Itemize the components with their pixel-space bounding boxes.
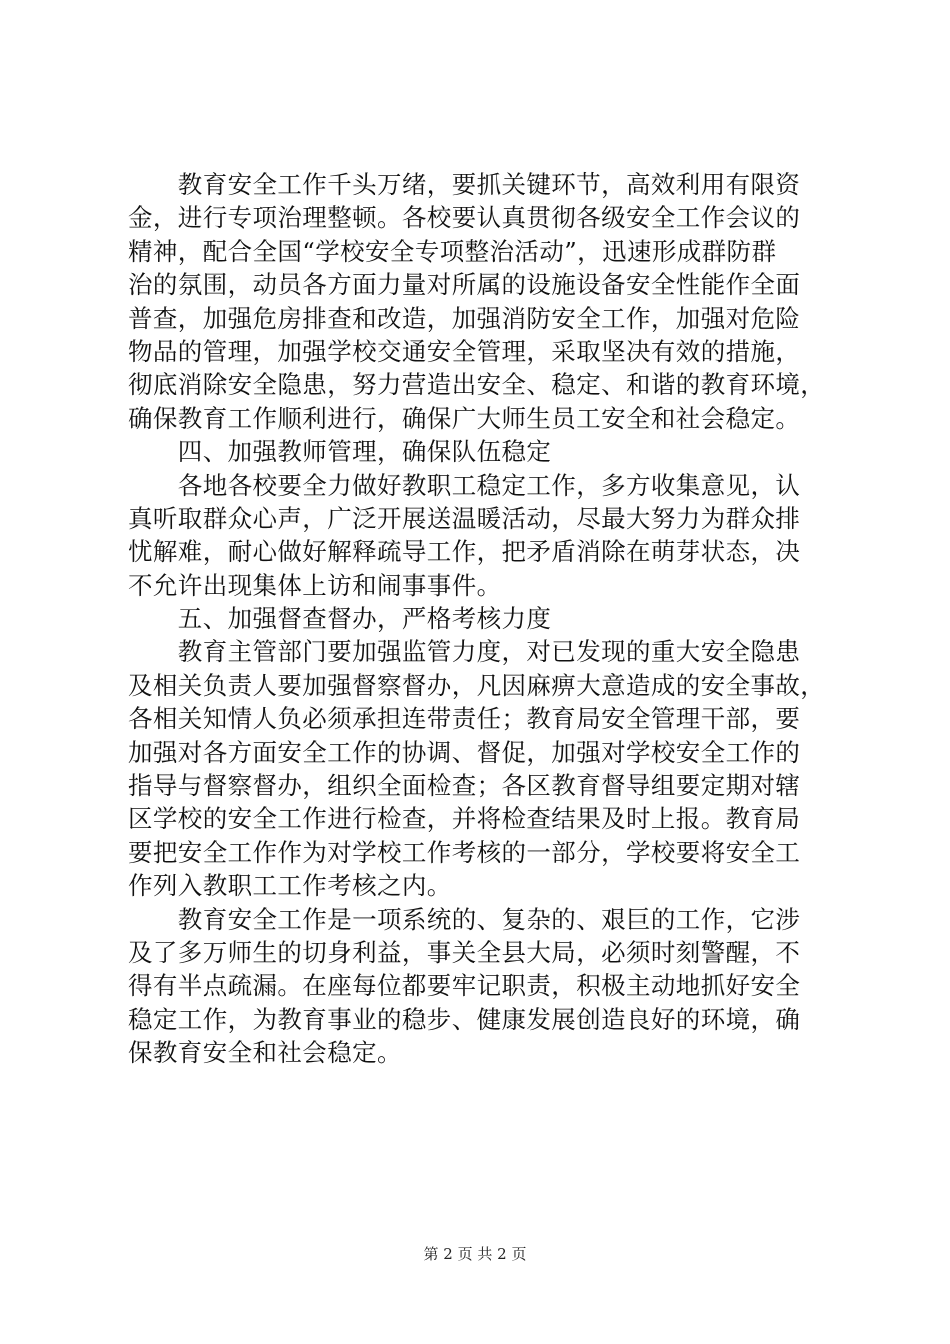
text-line: 彻底消除安全隐患，努力营造出安全、稳定、和谐的教育环境，: [128, 370, 826, 400]
text-line: 加强对各方面安全工作的协调、督促，加强对学校安全工作的: [128, 737, 801, 767]
text-line: 要把安全工作作为对学校工作考核的一部分，学校要将安全工: [128, 837, 801, 867]
document-body: [128, 168, 848, 1070]
text-line: 及了多万师生的切身利益，事关全县大局，必须时刻警醒，不: [128, 937, 801, 967]
section-heading: 五、加强督查督办，严格考核力度: [128, 604, 552, 634]
text-line: 金，进行专项治理整顿。各校要认真贯彻各级安全工作会议的: [128, 203, 801, 233]
text-line: 保教育安全和社会稳定。: [128, 1038, 402, 1068]
text-line: 治的氛围，动员各方面力量对所属的设施设备安全性能作全面: [128, 270, 801, 300]
text-line: 指导与督察督办，组织全面检查；各区教育督导组要定期对辖: [128, 771, 801, 801]
text-line: 真听取群众心声，广泛开展送温暖活动，尽最大努力为群众排: [128, 503, 801, 533]
text-line: 物品的管理，加强学校交通安全管理，采取坚决有效的措施，: [128, 336, 801, 366]
page-number-footer: 第 2 页 共 2 页: [423, 1245, 527, 1263]
text-line: 不允许出现集体上访和闹事事件。: [128, 570, 502, 600]
text-line: 教育安全工作是一项系统的、复杂的、艰巨的工作，它涉: [128, 904, 801, 934]
text-line: 教育主管部门要加强监管力度，对已发现的重大安全隐患: [128, 637, 801, 667]
text-line: 及相关负责人要加强督察督办，凡因麻痹大意造成的安全事故，: [128, 670, 826, 700]
text-line: 稳定工作，为教育事业的稳步、健康发展创造良好的环境，确: [128, 1004, 801, 1034]
text-line: 各相关知情人负必须承担连带责任；教育局安全管理干部，要: [128, 704, 801, 734]
text-line: 各地各校要全力做好教职工稳定工作，多方收集意见，认: [128, 470, 801, 500]
text-line: 普查，加强危房排查和改造，加强消防安全工作，加强对危险: [128, 303, 801, 333]
text-line: 教育安全工作千头万绪，要抓关键环节，高效利用有限资: [128, 170, 801, 199]
text-line: 得有半点疏漏。在座每位都要牢记职责，积极主动地抓好安全: [128, 971, 801, 1001]
text-line: 精神，配合全国“学校安全专项整治活动”，迅速形成群防群: [128, 236, 777, 266]
text-line: 区学校的安全工作进行检查，并将检查结果及时上报。教育局: [128, 804, 801, 834]
text-line: 确保教育工作顺利进行，确保广大师生员工安全和社会稳定。: [128, 403, 801, 433]
text-line: 忧解难，耐心做好解释疏导工作，把矛盾消除在萌芽状态，决: [128, 537, 801, 567]
section-heading: 四、加强教师管理，确保队伍稳定: [128, 437, 552, 467]
text-line: 作列入教职工工作考核之内。: [128, 871, 452, 901]
